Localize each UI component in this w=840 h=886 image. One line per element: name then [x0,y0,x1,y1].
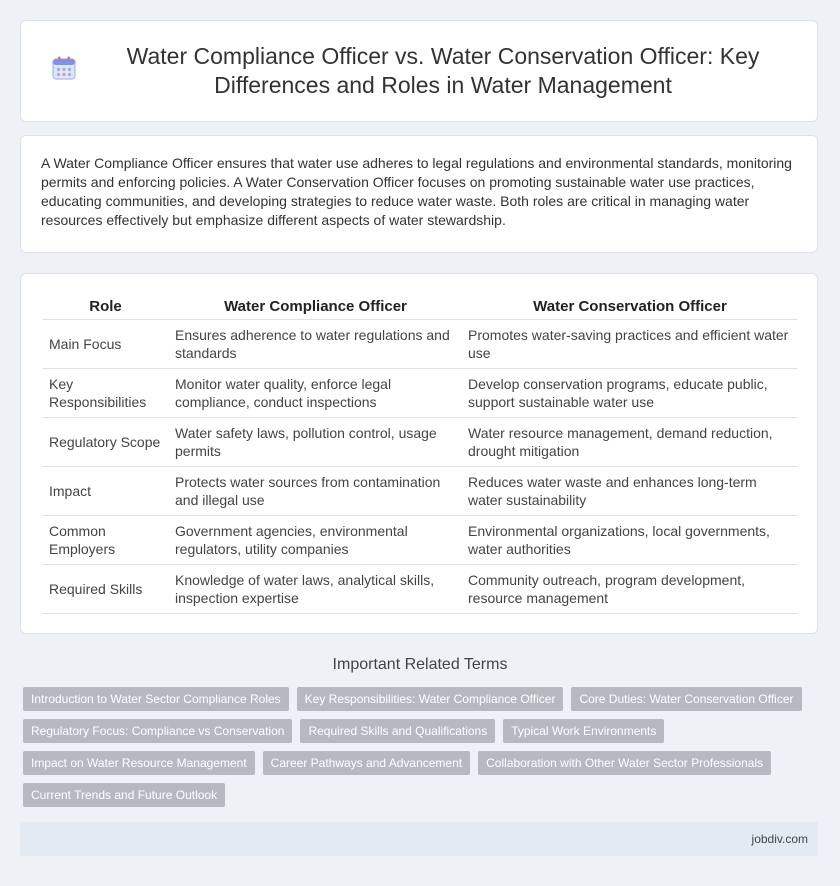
intro-card [20,135,818,253]
compliance-cell: Knowledge of water laws, analytical skills, inspection expertise [169,565,462,614]
related-tag[interactable]: Core Duties: Water Conservation Officer [571,687,801,711]
conservation-cell: Reduces water waste and enhances long-term water sustainability [462,467,798,516]
conservation-cell: Water resource management, demand reduction, drought mitigation [462,418,798,467]
compliance-cell: Government agencies, environmental regulators, utility companies [169,516,462,565]
related-tag[interactable]: Career Pathways and Advancement [263,751,470,775]
related-terms-heading: Important Related Terms [332,656,508,673]
table-row [42,418,798,467]
related-terms-tags [23,687,803,807]
related-tag[interactable]: Typical Work Environments [503,719,664,743]
footer [20,822,818,856]
row-label: Key Responsibilities [42,369,169,418]
header-conservation-officer: Water Conservation Officer [462,296,798,320]
table-row [42,369,798,418]
related-tag[interactable]: Key Responsibilities: Water Compliance Officer [297,687,564,711]
table-row [42,467,798,516]
row-label: Common Employers [42,516,169,565]
calendar-icon [51,55,77,81]
related-tag[interactable]: Introduction to Water Sector Compliance Roles [23,687,289,711]
intro-paragraph: A Water Compliance Officer ensures that water use adheres to legal regulations and environmental standards, monitoring permits and enforcing policies. A Water Conservation Officer focuses on promoting sustainable water use practices, educating communities, and developing strategies to reduce water waste. Both roles are critical in managing water resources effectively but emphasize different aspects of water stewardship. [41,155,792,228]
conservation-cell: Promotes water-saving practices and efficient water use [462,320,798,369]
page-title: Water Compliance Officer vs. Water Conservation Officer: Key Differences and Roles in Water Management [126,43,760,98]
related-tag[interactable]: Impact on Water Resource Management [23,751,255,775]
compliance-cell: Water safety laws, pollution control, usage permits [169,418,462,467]
row-label: Impact [42,467,169,516]
related-tag[interactable]: Regulatory Focus: Compliance vs Conservation [23,719,292,743]
conservation-cell: Community outreach, program development, resource management [462,565,798,614]
compliance-cell: Protects water sources from contamination and illegal use [169,467,462,516]
related-tag[interactable]: Current Trends and Future Outlook [23,783,225,807]
header-card [20,20,818,122]
related-tag[interactable]: Required Skills and Qualifications [300,719,495,743]
comparison-card [20,273,818,634]
header-role: Role [42,296,169,320]
header-compliance-officer: Water Compliance Officer [169,296,462,320]
compliance-cell: Monitor water quality, enforce legal compliance, conduct inspections [169,369,462,418]
row-label: Required Skills [42,565,169,614]
table-row [42,565,798,614]
row-label: Regulatory Scope [42,418,169,467]
related-tag[interactable]: Collaboration with Other Water Sector Professionals [478,751,771,775]
footer-brand-link[interactable]: jobdiv.com [751,832,808,846]
comparison-table [42,296,798,614]
compliance-cell: Ensures adherence to water regulations and standards [169,320,462,369]
table-header-row [42,296,798,320]
conservation-cell: Environmental organizations, local governments, water authorities [462,516,798,565]
conservation-cell: Develop conservation programs, educate public, support sustainable water use [462,369,798,418]
table-row [42,320,798,369]
row-label: Main Focus [42,320,169,369]
table-row [42,516,798,565]
